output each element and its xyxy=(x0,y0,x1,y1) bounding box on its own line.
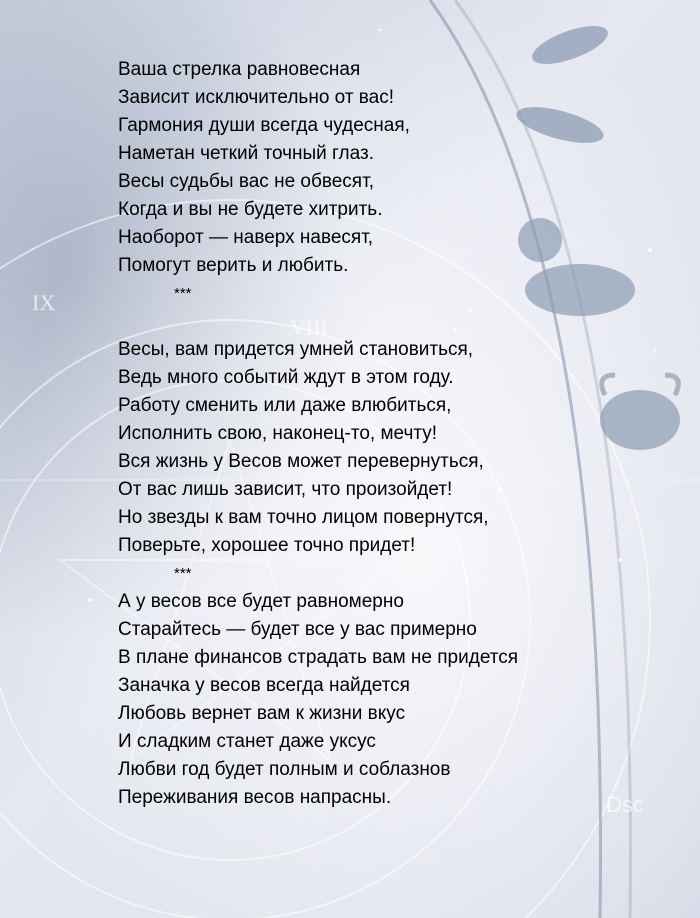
stanza-1 xyxy=(118,56,678,280)
poem-line: Ведь много событий ждут в этом году. xyxy=(118,367,454,388)
poem-line: Работу сменить или даже влюбиться, xyxy=(118,395,452,416)
poem-line: Любви год будет полным и соблазнов xyxy=(118,759,451,780)
poem-line: Старайтесь — будет все у вас примерно xyxy=(118,619,477,640)
poem-line: В плане финансов страдать вам не придется xyxy=(118,647,519,668)
poem-line: Когда и вы не будете хитрить. xyxy=(118,199,383,220)
poem-line: Любовь вернет вам к жизни вкус xyxy=(118,703,406,724)
poem-line: Зависит исключительно от вас! xyxy=(118,87,395,108)
poem-line: Заначка у весов всегда найдется xyxy=(118,675,410,696)
poem-line: Весы судьбы вас не обвесят, xyxy=(118,171,374,192)
dsc-label: Dsc xyxy=(606,792,644,817)
poem xyxy=(118,56,678,812)
stanza-separator: *** xyxy=(174,565,192,582)
poem-line: Но звезды к вам точно лицом повернутся, xyxy=(118,507,489,528)
poem-line: И сладким станет даже уксус xyxy=(118,731,376,752)
poem-line: А у весов все будет равномерно xyxy=(118,591,404,612)
poem-line: Весы, вам придется умней становиться, xyxy=(118,339,474,360)
poem-line: Поверьте, хорошее точно придет! xyxy=(118,535,416,556)
poem-line: Переживания весов напрасны. xyxy=(118,787,392,808)
poem-line: Наоборот — наверх навесят, xyxy=(118,227,374,248)
numeral-ix: IX xyxy=(32,290,56,315)
poem-line: Наметан четкий точный глаз. xyxy=(118,143,374,164)
poem-line: Исполнить свою, наконец-то, мечту! xyxy=(118,423,438,444)
stanza-3 xyxy=(118,588,678,812)
poem-line: Ваша стрелка равновесная xyxy=(118,59,361,80)
poem-line: От вас лишь зависит, что произойдет! xyxy=(118,479,453,500)
stanza-gap xyxy=(118,308,678,336)
poem-line: Вся жизнь у Весов может перевернуться, xyxy=(118,451,484,472)
stanza-separator: *** xyxy=(174,285,192,302)
poem-line: Помогут верить и любить. xyxy=(118,255,349,276)
numeral-viii: VIII xyxy=(290,315,328,340)
poem-line: Гармония души всегда чудесная, xyxy=(118,115,410,136)
stanza-2 xyxy=(118,336,678,560)
